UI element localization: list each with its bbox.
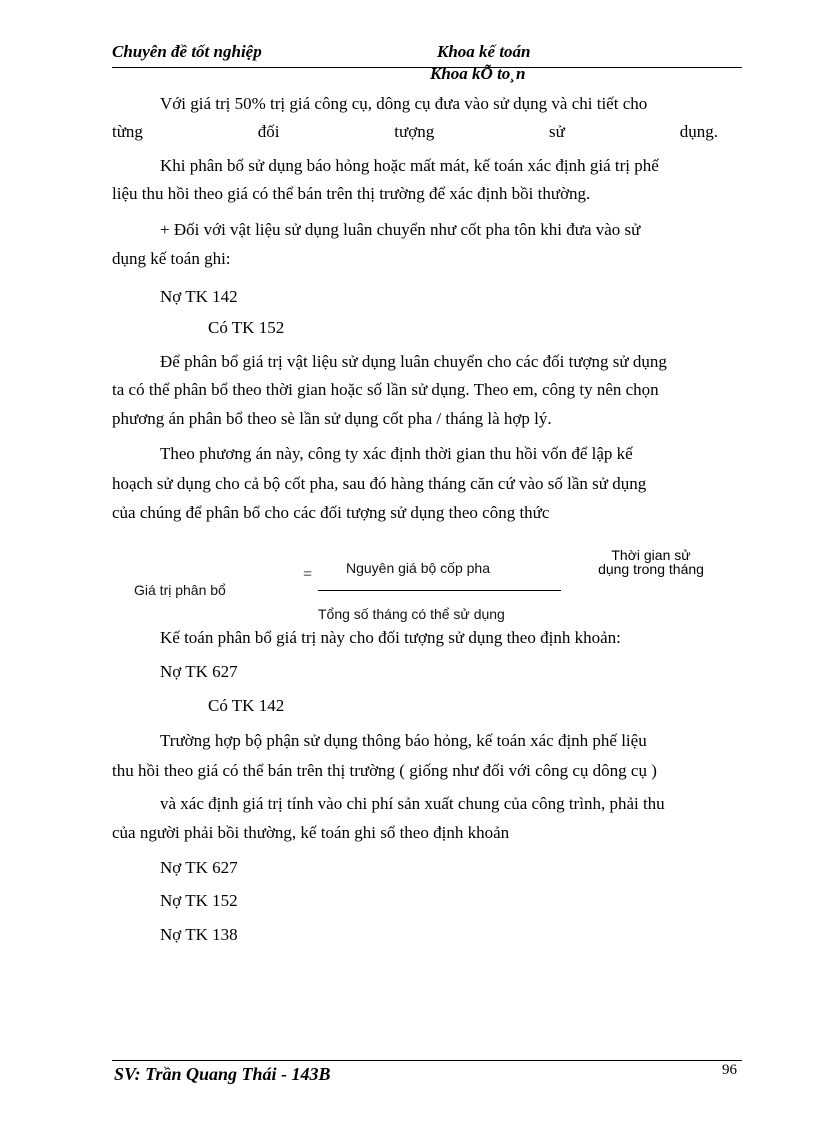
p1-line1: Với giá trị 50% trị giá công cụ, dông cụ đưa vào sử dụng và chi tiết cho [160,94,648,113]
header-right-title: Khoa kế toán [437,42,531,61]
p5-line2: hoạch sử dụng cho cả bộ cốt pha, sau đó hàng tháng căn cứ vào số lần sử dụng [112,474,647,493]
p1-word: dụng. [679,122,718,141]
p8-line2: của người phải bồi thường, kế toán ghi sổ theo định khoản [112,823,510,842]
p2-line1: Khi phân bổ sử dụng báo hỏng hoặc mất mát, kế toán xác định giá trị phế [160,156,659,175]
entry3-debit-152: Nợ TK 152 [160,891,238,910]
formula-denominator: Tổng số tháng có thể sử dụng [318,606,505,622]
p7-line2: thu hồi theo giá có thể bán trên thị trường ( giống như đối với công cụ dông cụ ) [112,761,657,780]
p3-line1: + Đối với vật liệu sử dụng luân chuyển như cốt pha tôn khi đưa vào sử [160,220,641,239]
formula-lhs: Giá trị phân bổ [134,582,226,598]
header-rule [112,67,742,68]
p8-line1: và xác định giá trị tính vào chi phí sản xuất chung của công trình, phải thu [160,794,665,813]
p7-line1: Trường hợp bộ phận sử dụng thông báo hỏng, kế toán xác định phế liệu [160,731,647,750]
p6-line1: Kế toán phân bổ giá trị này cho đối tượng sử dụng theo định khoản: [160,628,621,647]
header-right-title-garbled: Khoa kÕ to¸n [430,64,526,83]
p1-word: đối [257,122,280,141]
formula-numerator: Nguyên giá bộ cốp pha [346,560,490,576]
p4-line3: phương án phân bổ theo sè lần sử dụng cốt pha / tháng là hợp lý. [112,409,552,428]
p3-line2: dụng kế toán ghi: [112,249,231,268]
entry3-debit-627: Nợ TK 627 [160,858,238,877]
formula-fraction-bar [318,590,561,591]
entry1-debit: Nợ TK 142 [160,287,238,306]
entry1-credit: Có TK 152 [208,318,285,337]
entry2-credit: Có TK 142 [208,696,285,715]
p1-word: tượng [394,122,435,141]
p4-line2: ta có thể phân bổ theo thời gian hoặc số lần sử dụng. Theo em, công ty nên chọn [112,380,659,399]
formula-right-term: Thời gian sử dụng trong tháng [598,547,704,577]
p1-word: sử [549,122,565,141]
entry2-debit: Nợ TK 627 [160,662,238,681]
p1-word: từng [112,122,143,141]
entry3-debit-138: Nợ TK 138 [160,925,238,944]
p4-line1: Để phân bổ giá trị vật liệu sử dụng luân chuyển cho các đối tượng sử dụng [160,352,667,371]
p5-line1: Theo phương án này, công ty xác định thời gian thu hồi vốn để lập kế [160,444,633,463]
page-number: 96 [722,1062,737,1078]
formula-equals: = [303,566,313,583]
header-left-title: Chuyên đề tốt nghiệp [112,42,262,61]
footer-rule [112,1060,742,1061]
p2-line2: liệu thu hồi theo giá có thể bán trên thị trường để xác định bồi thường. [112,184,591,203]
footer-author: SV: Trần Quang Thái - 143B [114,1064,331,1084]
p1-line2 [112,122,718,142]
p5-line3: của chúng để phân bổ cho các đối tượng sử dụng theo công thức [112,503,550,522]
